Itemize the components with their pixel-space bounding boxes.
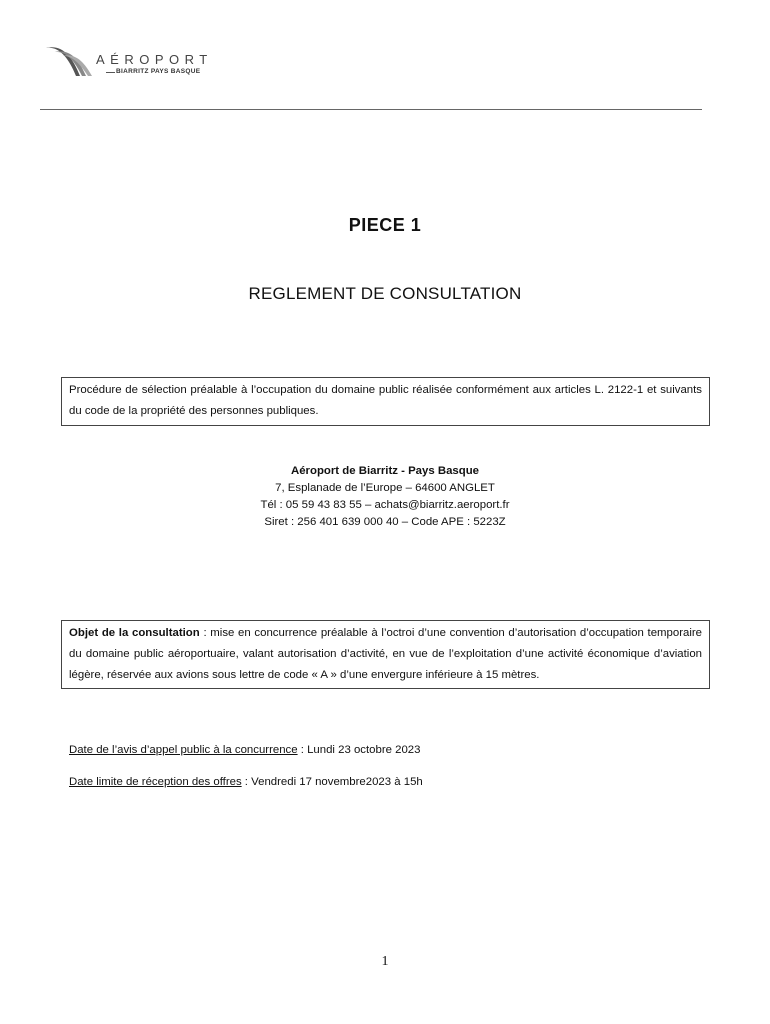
deadline-date-value: : Vendredi 17 novembre2023 à 15h	[241, 776, 423, 788]
avis-date-value: : Lundi 23 octobre 2023	[297, 744, 421, 756]
logo-name: AÉROPORT	[96, 52, 213, 67]
avis-date-line	[69, 744, 420, 756]
organization-name: Aéroport de Biarritz - Pays Basque	[291, 465, 479, 477]
page-number: 1	[381, 954, 389, 969]
header-divider	[40, 109, 702, 110]
procedure-text: Procédure de sélection préalable à l’occupation du domaine public réalisée conformément aux articles L. 2122-1 et suivants du code de la propriété des personnes publiques.	[69, 384, 702, 417]
document-subtitle: REGLEMENT DE CONSULTATION	[248, 284, 522, 303]
airport-logo	[44, 42, 213, 84]
deadline-date-line	[69, 776, 423, 788]
swoosh-icon	[44, 42, 96, 84]
address-street: 7, Esplanade de l’Europe – 64600 ANGLET	[275, 482, 495, 494]
address-contact: Tél : 05 59 43 83 55 – achats@biarritz.aeroport.fr	[260, 499, 510, 511]
objet-label: Objet de la consultation	[69, 627, 200, 639]
deadline-date-label: Date limite de réception des offres	[69, 776, 242, 788]
procedure-box	[61, 377, 710, 426]
document-title: PIECE 1	[348, 215, 422, 235]
objet-text: : mise en concurrence préalable à l’octroi d’une convention d’autorisation d’occupation temporaire du domaine public aéroportuaire, valant autorisation d’activité, en vue de l’exploitation d’une activité économique d’aviation légère, réservée aux avions sous lettre de code « A » d’une envergure inférieure à 15 mètres.	[69, 627, 702, 681]
logo-subtitle: BIARRITZ PAYS BASQUE	[116, 68, 201, 75]
logo-divider	[106, 72, 115, 73]
address-block	[0, 463, 770, 531]
address-ids: Siret : 256 401 639 000 40 – Code APE : 5223Z	[264, 516, 506, 528]
objet-box	[61, 620, 710, 689]
avis-date-label: Date de l’avis d’appel public à la concurrence	[69, 744, 298, 756]
